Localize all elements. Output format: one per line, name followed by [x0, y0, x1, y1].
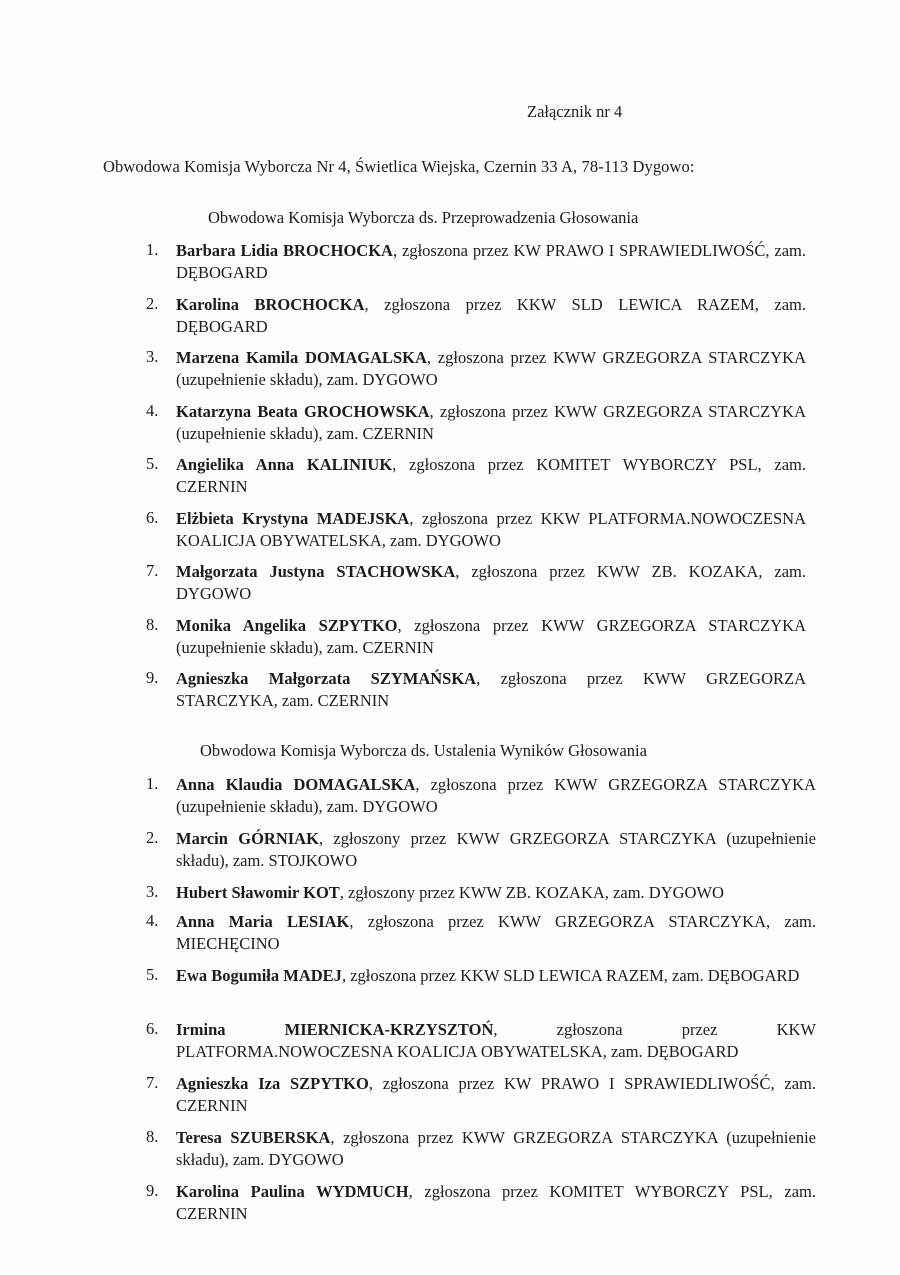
member-details: , zgłoszona przez KWW GRZEGORZA STARCZYKA (uzupełnienie składu), zam. DYGOWO — [176, 1128, 816, 1169]
member-details: , zgłoszony przez KWW ZB. KOZAKA, zam. DYGOWO — [339, 883, 724, 902]
member-name: Teresa SZUBERSKA — [176, 1128, 331, 1147]
member-details: , zgłoszona przez KKW PLATFORMA.NOWOCZESNA KOALICJA OBYWATELSKA, zam. DYGOWO — [176, 508, 806, 550]
section-title-results: Obwodowa Komisja Wyborcza ds. Ustalenia Wyników Głosowania — [200, 741, 647, 760]
member-details: , zgłoszona przez KWW GRZEGORZA STARCZYKA (uzupełnienie składu), zam. DYGOWO — [176, 348, 806, 389]
member-entry — [176, 454, 806, 498]
item-number: 6. — [146, 1019, 159, 1038]
item-number: 4. — [146, 400, 159, 420]
member-name: Marzena Kamila DOMAGALSKA — [176, 348, 427, 367]
item-number: 2. — [146, 828, 159, 847]
member-entry — [176, 561, 806, 605]
member-name: Monika Angelika SZPYTKO — [176, 615, 398, 635]
item-number: 3. — [146, 882, 159, 901]
item-number: 7. — [146, 1073, 159, 1092]
item-number: 1. — [146, 240, 159, 259]
member-details: , zgłoszona przez KOMITET WYBORCZY PSL, zam. CZERNIN — [176, 455, 807, 496]
member-entry — [176, 1181, 816, 1225]
item-number: 6. — [146, 507, 159, 527]
member-details: , zgłoszona przez KKW PLATFORMA.NOWOCZESNA KOALICJA OBYWATELSKA, zam. DĘBOGARD — [176, 1020, 816, 1061]
item-number: 4. — [146, 911, 159, 930]
member-entry — [176, 615, 806, 659]
member-details: , zgłoszona przez KKW SLD LEWICA RAZEM, zam. DĘBOGARD — [176, 294, 807, 336]
item-number: 9. — [146, 668, 159, 687]
member-details: , zgłoszona przez KW PRAWO I SPRAWIEDLIWOŚĆ, zam. CZERNIN — [176, 1074, 816, 1115]
commission-header: Obwodowa Komisja Wyborcza Nr 4, Świetlica Wiejska, Czernin 33 A, 78-113 Dygowo: — [103, 157, 695, 176]
member-name: Anna Maria LESIAK — [176, 912, 350, 931]
member-details: , zgłoszona przez KWW GRZEGORZA STARCZYKA, zam. MIECHĘCINO — [176, 912, 817, 953]
member-entry — [176, 347, 806, 391]
item-number: 3. — [146, 347, 159, 366]
member-name: Agnieszka Małgorzata SZYMAŃSKA — [176, 669, 477, 688]
item-number: 8. — [146, 1127, 159, 1146]
member-name: Katarzyna Beata GROCHOWSKA — [176, 401, 430, 421]
member-details: , zgłoszona przez KW PRAWO I SPRAWIEDLIWOŚĆ, zam. DĘBOGARD — [176, 241, 807, 282]
item-number: 5. — [146, 454, 159, 473]
member-entry — [176, 240, 806, 284]
member-details: , zgłoszona przez KWW ZB. KOZAKA, zam. DYGOWO — [176, 562, 806, 603]
member-name: Marcin GÓRNIAK — [176, 829, 319, 848]
section-title-voting: Obwodowa Komisja Wyborcza ds. Przeprowadzenia Głosowania — [208, 208, 639, 227]
member-name: Agnieszka Iza SZPYTKO — [176, 1074, 369, 1093]
member-name: Elżbieta Krystyna MADEJSKA — [176, 508, 410, 528]
member-entry — [176, 294, 806, 338]
member-name: Małgorzata Justyna STACHOWSKA — [176, 562, 456, 581]
item-number: 2. — [146, 293, 159, 313]
member-name: Hubert Sławomir KOT — [176, 883, 340, 902]
member-name: Barbara Lidia BROCHOCKA — [176, 241, 393, 260]
member-details: , zgłoszona przez KWW GRZEGORZA STARCZYKA, zam. CZERNIN — [176, 669, 806, 710]
member-entry — [176, 828, 816, 872]
item-number: 1. — [146, 774, 159, 793]
member-details: , zgłoszona przez KWW GRZEGORZA STARCZYKA (uzupełnienie składu), zam. CZERNIN — [176, 401, 806, 443]
member-name: Ewa Bogumiła MADEJ — [176, 966, 342, 985]
member-entry — [176, 508, 806, 552]
member-details: , zgłoszona przez KWW GRZEGORZA STARCZYKA (uzupełnienie składu), zam. CZERNIN — [176, 615, 806, 657]
member-entry — [176, 774, 816, 818]
member-name: Karolina BROCHOCKA — [176, 294, 365, 314]
member-details: , zgłoszona przez KOMITET WYBORCZY PSL, zam. CZERNIN — [176, 1182, 816, 1223]
member-details: , zgłoszony przez KWW GRZEGORZA STARCZYKA (uzupełnienie składu), zam. STOJKOWO — [176, 829, 816, 870]
item-number: 8. — [146, 614, 159, 634]
member-entry — [176, 911, 816, 955]
member-name: Irmina MIERNICKA-KRZYSZTOŃ — [176, 1020, 494, 1039]
member-entry — [176, 668, 806, 712]
member-details: , zgłoszona przez KWW GRZEGORZA STARCZYKA (uzupełnienie składu), zam. DYGOWO — [176, 775, 816, 816]
annex-number: Załącznik nr 4 — [527, 102, 623, 121]
member-name: Karolina Paulina WYDMUCH — [176, 1182, 409, 1201]
item-number: 5. — [146, 965, 159, 984]
item-number: 7. — [146, 561, 159, 580]
member-entry — [176, 965, 816, 987]
member-details: , zgłoszona przez KKW SLD LEWICA RAZEM, zam. DĘBOGARD — [341, 966, 800, 985]
member-entry — [176, 1019, 816, 1063]
item-number: 9. — [146, 1181, 159, 1200]
member-entry — [176, 1127, 816, 1171]
member-entry — [176, 1073, 816, 1117]
member-entry — [176, 882, 816, 904]
member-entry — [176, 401, 806, 445]
member-name: Anna Klaudia DOMAGALSKA — [176, 775, 416, 794]
member-name: Angielika Anna KALINIUK — [176, 455, 393, 474]
